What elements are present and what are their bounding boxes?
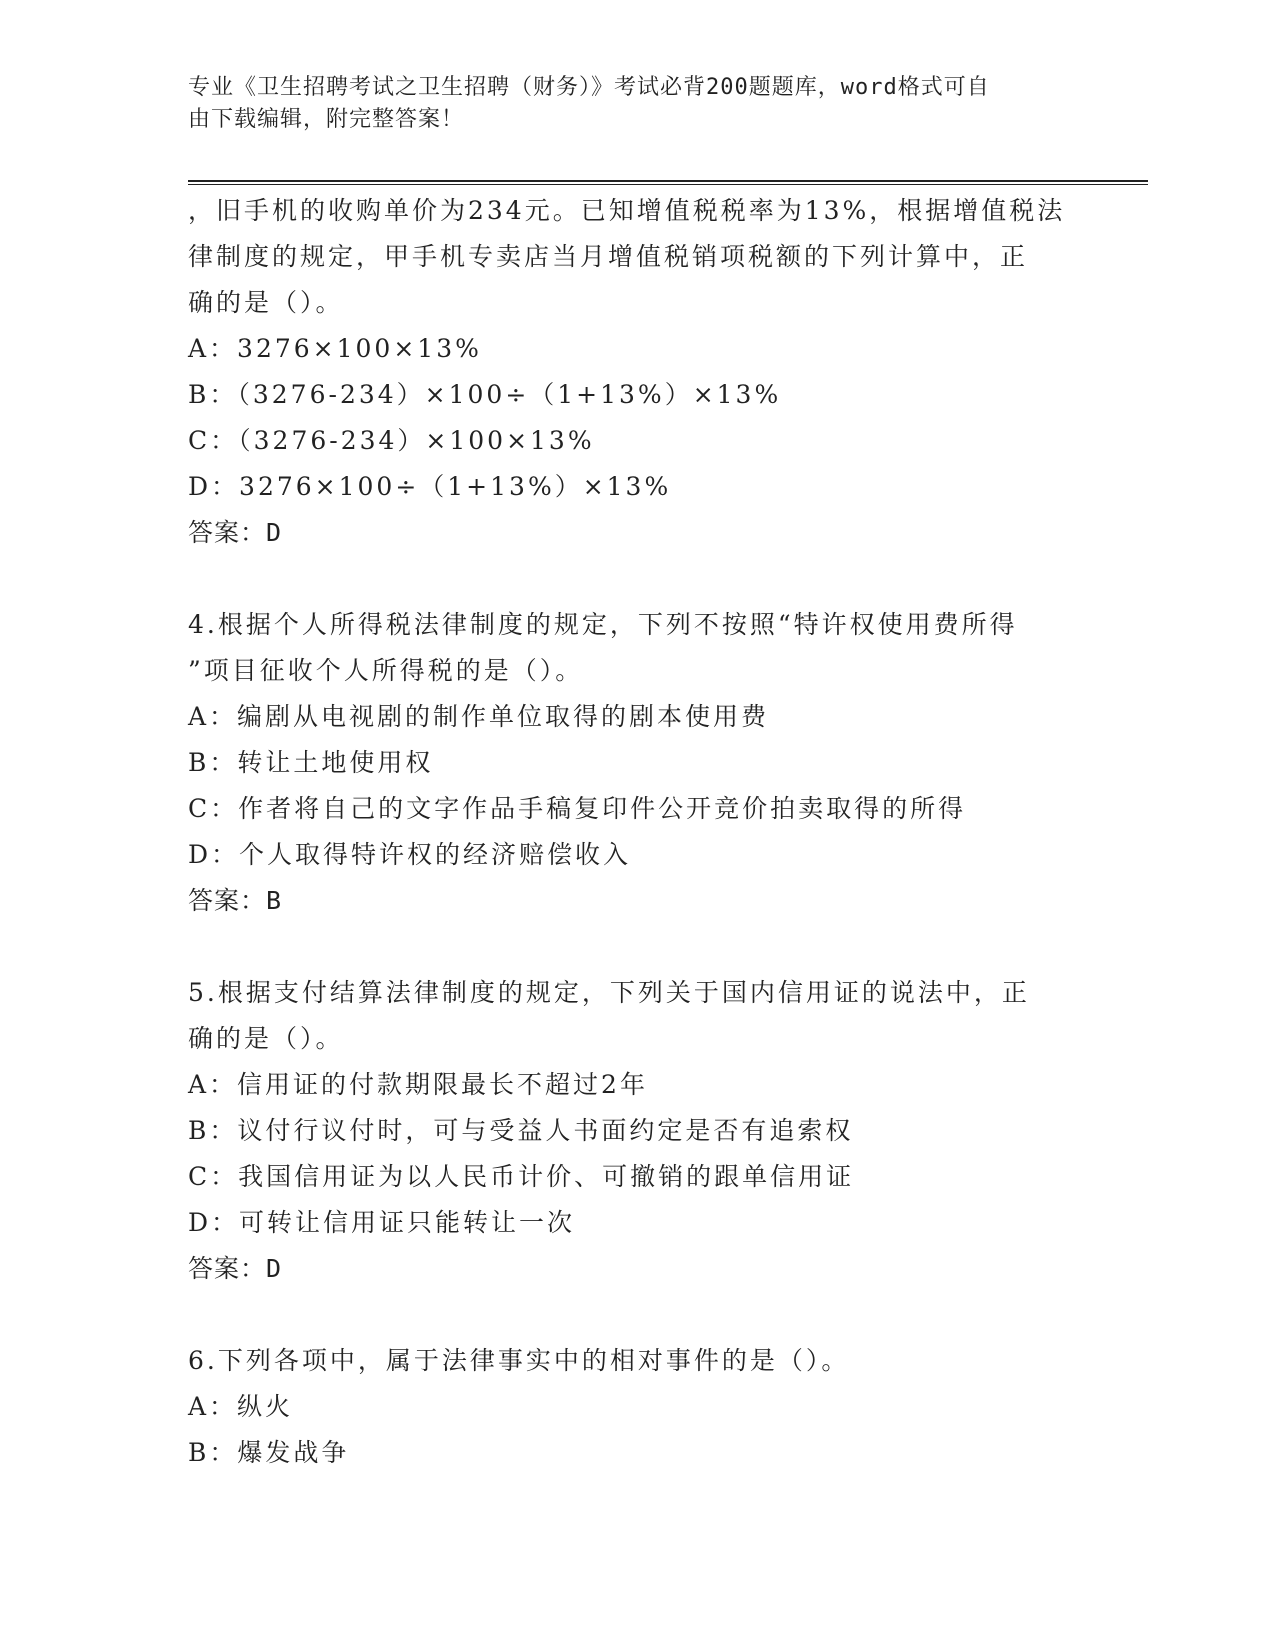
option-c: C：（3276-234）×100×13% [188,426,595,455]
question-spacer [188,1292,1088,1338]
question-text-line: 4.根据个人所得税法律制度的规定，下列不按照“特许权使用费所得 [188,610,1018,639]
header-divider-thick [188,180,1148,182]
option-b: B：转让土地使用权 [188,748,434,777]
header-divider-thin [188,184,1148,185]
option-d: D：个人取得特许权的经济赔偿收入 [188,840,632,869]
question-text-line: 确的是（）。 [188,1024,344,1053]
option-b: B：爆发战争 [188,1438,350,1467]
option-d: D：3276×100÷（1+13%）×13% [188,472,672,501]
question-3 [188,188,1088,556]
answer-line: 答案：D [188,518,283,547]
document-header [188,72,1068,136]
option-c: C：我国信用证为以人民币计价、可撤销的跟单信用证 [188,1162,855,1191]
option-a: A：信用证的付款期限最长不超过2年 [188,1070,648,1099]
answer-line: 答案：D [188,1254,283,1283]
answer-line: 答案：B [188,886,283,915]
option-a: A：3276×100×13% [188,334,482,363]
question-text-line: 律制度的规定，甲手机专卖店当月增值税销项税额的下列计算中，正 [188,242,1029,271]
question-4 [188,602,1088,924]
option-b: B：议付行议付时，可与受益人书面约定是否有追索权 [188,1116,854,1145]
question-text-line: ”项目征收个人所得税的是（）。 [188,656,584,685]
question-text-line: 确的是（）。 [188,288,344,317]
option-d: D：可转让信用证只能转让一次 [188,1208,576,1237]
option-a: A：编剧从电视剧的制作单位取得的剧本使用费 [188,702,770,731]
header-line-2: 由下载编辑，附完整答案！ [188,107,465,132]
question-text-line: 6.下列各项中，属于法律事实中的相对事件的是（）。 [188,1346,850,1375]
question-text-line: ，旧手机的收购单价为234元。已知增值税税率为13%，根据增值税法 [188,196,1066,225]
question-5 [188,970,1088,1292]
header-line-1: 专业《卫生招聘考试之卫生招聘（财务）》考试必背200题题库，word格式可自 [188,75,990,100]
option-b: B：（3276-234）×100÷（1+13%）×13% [188,380,782,409]
question-list [188,188,1088,1476]
question-text-line: 5.根据支付结算法律制度的规定，下列关于国内信用证的说法中，正 [188,978,1030,1007]
question-6 [188,1338,1088,1476]
option-a: A：纵火 [188,1392,294,1421]
question-spacer [188,556,1088,602]
option-c: C：作者将自己的文字作品手稿复印件公开竞价拍卖取得的所得 [188,794,967,823]
question-spacer [188,924,1088,970]
